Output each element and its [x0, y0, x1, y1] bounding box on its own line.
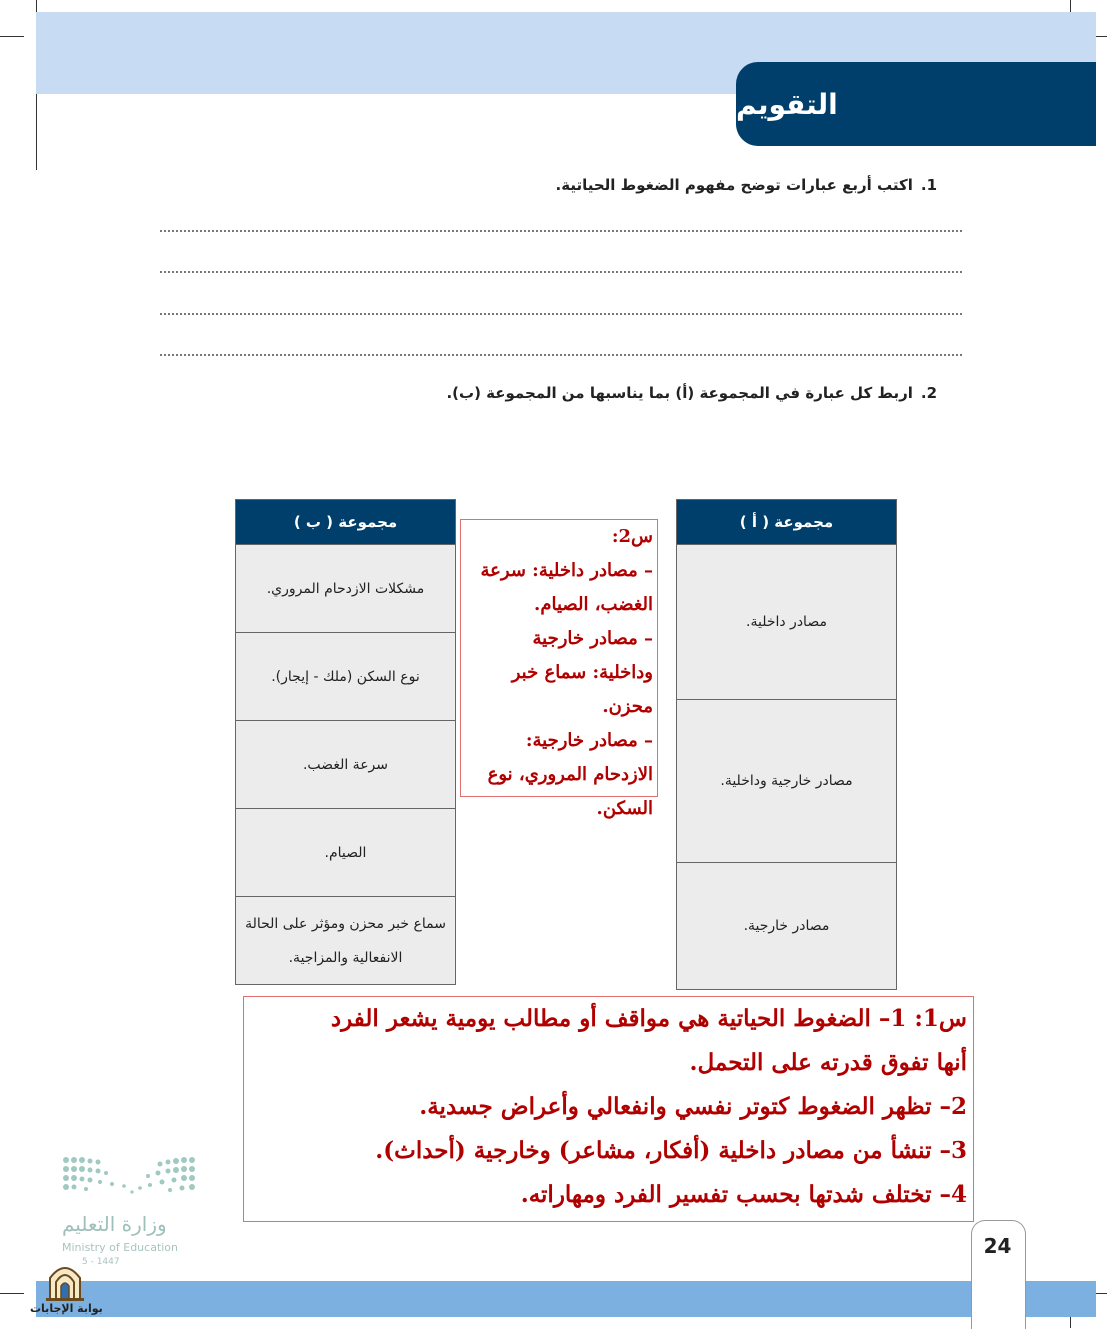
crop-mark: [0, 1293, 24, 1294]
ministry-name-ar: وزارة التعليم: [62, 1212, 167, 1236]
question-text: اربط كل عبارة في المجموعة (أ) بما يناسبها من المجموعة (ب).: [446, 384, 913, 402]
group-b-item[interactable]: سماع خبر محزن ومؤثر على الحالة الانفعالية والمزاجية.: [236, 897, 456, 985]
bottom-band: [36, 1281, 1096, 1317]
group-b-item[interactable]: مشكلات الازدحام المروري.: [236, 545, 456, 633]
answer-q2-line: وداخلية: سماع خبر محزن.: [511, 662, 653, 717]
page-number: 24: [983, 1234, 1012, 1258]
ministry-year: 5 - 1447: [82, 1257, 120, 1267]
crop-mark: [0, 36, 24, 37]
answer-q2-box: [460, 519, 658, 819]
crop-mark: [36, 84, 37, 170]
group-a-item[interactable]: مصادر داخلية.: [677, 545, 897, 700]
answer-q2-line: – مصادر داخلية: سرعة: [480, 560, 653, 581]
group-a-header: مجموعة ( أ ): [677, 500, 897, 545]
portal-building-icon: [44, 1256, 86, 1302]
answer-q1-line: أنها تفوق قدرته على التحمل.: [689, 1049, 967, 1076]
group-a-item[interactable]: مصادر خارجية.: [677, 863, 897, 990]
answer-q2-line: – مصادر خارجية: [532, 628, 653, 649]
question-1: [556, 176, 937, 194]
question-text: اكتب أربع عبارات توضح مفهوم الضغوط الحياتية.: [555, 176, 913, 194]
answer-q1-box: [243, 996, 974, 1222]
answer-line[interactable]: [160, 271, 962, 273]
group-b-table: [235, 499, 456, 985]
crop-mark: [36, 0, 37, 12]
answer-q1-line: س1: 1– الضغوط الحياتية هي مواقف أو مطالب يومية يشعر الفرد: [330, 1005, 967, 1032]
answer-q1-line: 3– تنشأ من مصادر داخلية (أفكار، مشاعر) وخارجية (أحداث).: [375, 1137, 967, 1164]
question-number: 1.: [920, 176, 937, 194]
answer-q2-line: السكن.: [596, 798, 653, 819]
group-b-header: مجموعة ( ب ): [236, 500, 456, 545]
answer-q1-line: 4– تختلف شدتها بحسب تفسير الفرد ومهاراته.: [520, 1181, 967, 1208]
group-a-table: [676, 499, 897, 990]
answer-line[interactable]: [160, 230, 962, 232]
answer-line[interactable]: [160, 354, 962, 356]
question-number: 2.: [920, 384, 937, 402]
answer-q2-line: الازدحام المروري، نوع: [487, 764, 653, 785]
group-b-item[interactable]: نوع السكن (ملك - إيجار).: [236, 633, 456, 721]
answer-q2-line: الغضب، الصيام.: [534, 594, 653, 615]
group-b-item[interactable]: الصيام.: [236, 809, 456, 897]
ministry-name-en: Ministry of Education: [62, 1241, 179, 1254]
answer-q2-line: – مصادر خارجية:: [525, 730, 653, 751]
answer-line[interactable]: [160, 313, 962, 315]
section-title: التقويم: [736, 62, 1096, 146]
answer-q1-line: 2– تظهر الضغوط كتوتر نفسي وانفعالي وأعراض جسدية.: [419, 1093, 967, 1120]
group-a-item[interactable]: مصادر خارجية وداخلية.: [677, 700, 897, 863]
portal-watermark: بوابة الإجابات: [30, 1302, 103, 1315]
answer-q2-line: س2:: [611, 526, 653, 547]
group-b-item[interactable]: سرعة الغضب.: [236, 721, 456, 809]
question-2: [446, 384, 937, 402]
